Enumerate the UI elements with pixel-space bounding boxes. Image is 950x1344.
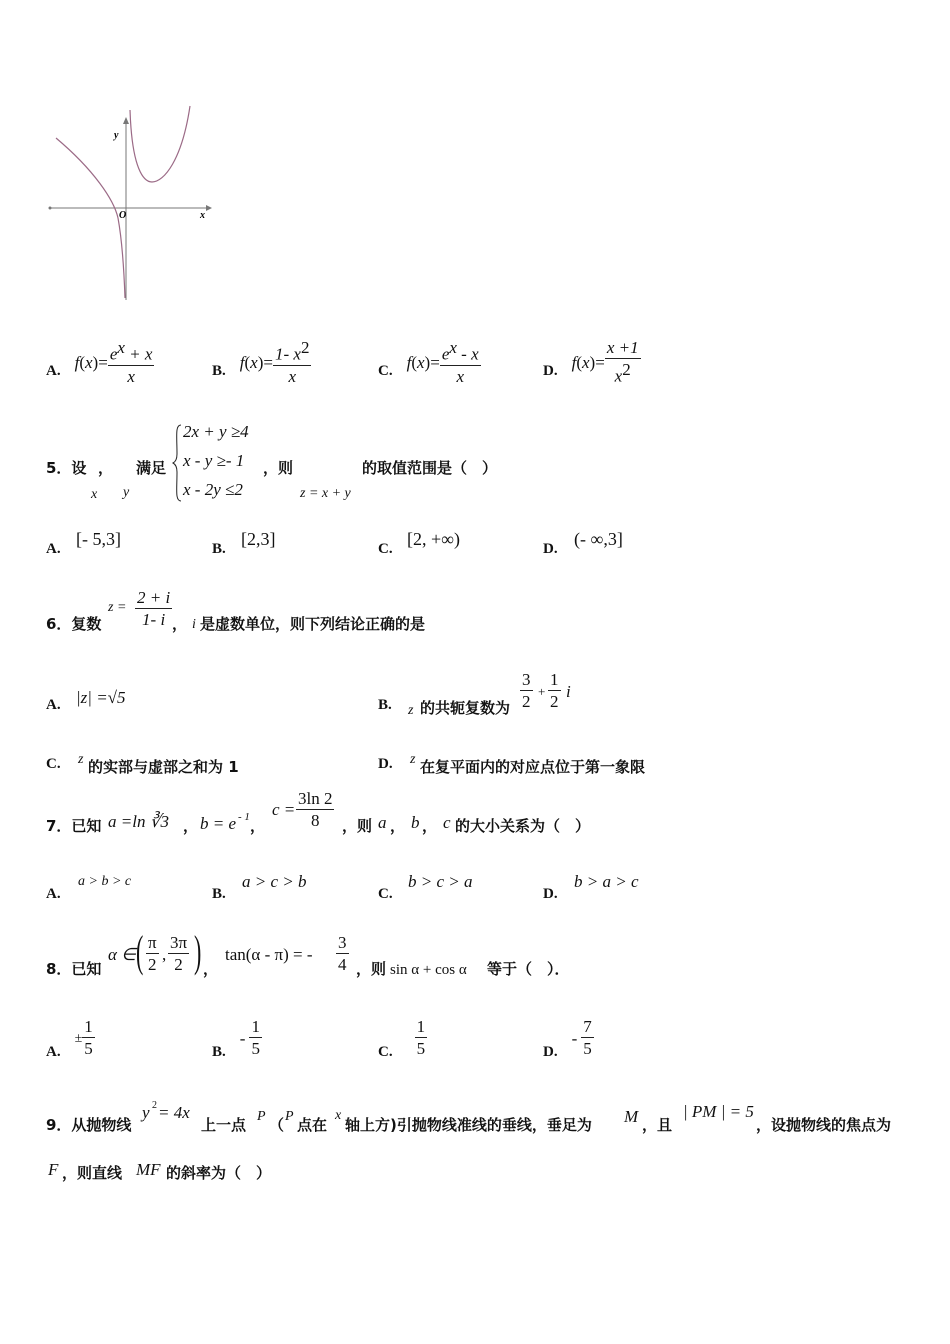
q8-interval-left — [146, 933, 159, 976]
q4-option-c[interactable]: C. f ( x ) = $\frac{e^x - x}{x}$ — [378, 338, 479, 386]
func-name: f — [239, 353, 245, 372]
q7-option-a-label[interactable]: A. — [46, 886, 61, 902]
q6-option-a-value[interactable]: |z| =√5 — [76, 688, 126, 707]
denominator: 5 — [251, 1039, 260, 1058]
constraint-3: x - 2y ≤2 — [183, 480, 243, 499]
q9-x: x — [335, 1108, 342, 1123]
numerator: 1 — [416, 1017, 426, 1036]
q9-text-8: 的斜率为（ ） — [166, 1164, 272, 1182]
q7-c-fraction — [296, 789, 334, 832]
q6-z: z = — [108, 600, 127, 615]
q6-option-b-i: i — [566, 682, 571, 701]
numerator: 3ln 2 — [298, 789, 333, 808]
numerator: 1 — [251, 1017, 260, 1036]
option-label: B. — [212, 1044, 226, 1060]
sign: - — [239, 1028, 246, 1048]
fraction — [249, 1017, 262, 1060]
func-arg: x — [417, 353, 425, 372]
numerator: 2 + i — [137, 588, 171, 607]
q6-option-b-text: 的共轭复数为 — [420, 699, 511, 717]
q5-z: z = x + y — [300, 486, 351, 501]
fraction — [440, 338, 481, 388]
q5-then: ，则 — [263, 459, 294, 477]
q7-comma-3: ， — [390, 817, 406, 835]
fraction — [108, 338, 155, 388]
q7-option-c-label[interactable]: C. — [378, 886, 393, 902]
denominator: 5 — [84, 1039, 93, 1058]
q9-P-1: P — [257, 1109, 266, 1124]
fraction — [82, 1017, 95, 1060]
q7-b-def: b = e — [200, 814, 237, 833]
q9-text-1: 上一点 — [201, 1116, 247, 1134]
q9-number: 9．从抛物线 — [46, 1116, 132, 1134]
q5-var-x: x — [91, 487, 98, 502]
q8-comma: ， — [203, 960, 219, 978]
q6-option-c-text: 的实部与虚部之和为 1 — [88, 758, 239, 776]
fraction — [581, 1017, 594, 1060]
sign: - — [571, 1028, 578, 1048]
q6-option-b-z: z — [408, 703, 414, 718]
numerator: e — [109, 344, 118, 364]
denominator: 4 — [338, 955, 347, 974]
numerator: 3 — [338, 933, 347, 952]
numerator: 7 — [583, 1017, 592, 1036]
q4-option-d[interactable]: D. f ( x ) = $\frac{x +1}{x^2}$ — [543, 338, 639, 386]
func-arg: x — [85, 353, 93, 372]
q9-text-2: （ — [269, 1116, 285, 1134]
numerator: 1 — [550, 670, 559, 689]
constraint-2: x - y ≥- 1 — [183, 451, 245, 470]
numerator: x +1 — [606, 338, 639, 358]
numerator-rest: + x — [124, 344, 153, 364]
q8-option-d[interactable] — [543, 1016, 594, 1061]
q9-eq-exp: 2 — [152, 1100, 157, 1111]
q8-tan: tan(α - π) = - — [225, 945, 313, 964]
q9-M: M — [624, 1107, 639, 1126]
q9-text-6: ，设抛物线的焦点为 — [756, 1116, 892, 1134]
function-graph — [44, 100, 214, 305]
q5-option-d-value[interactable]: (- ∞,3] — [574, 529, 623, 549]
exponent: 2 — [622, 360, 631, 380]
q7-option-b-label[interactable]: B. — [212, 886, 226, 902]
q5-option-a-label[interactable]: A. — [46, 541, 61, 557]
equals: = — [98, 353, 108, 372]
option-label: D. — [543, 1044, 558, 1060]
q9-text-3: 点在 — [297, 1116, 328, 1134]
denominator: x — [288, 366, 296, 386]
y-axis-arrow — [123, 117, 129, 124]
left-branch-curve — [56, 138, 125, 298]
denominator: 2 — [550, 692, 559, 711]
fraction — [605, 338, 641, 388]
q5-var-y: y — [123, 485, 130, 500]
denominator: 2 — [522, 692, 531, 711]
q6-option-b-frac1 — [520, 670, 533, 713]
q5-number: 5．设 — [46, 459, 87, 477]
denominator: 5 — [416, 1039, 426, 1058]
q8-option-c[interactable] — [378, 1016, 427, 1061]
q5-comma: ， — [98, 459, 114, 477]
q7-rest: 的大小关系为（ ） — [455, 817, 591, 835]
denominator: x — [614, 366, 623, 386]
q8-interval-open: ( — [136, 927, 144, 976]
x-axis-dot — [49, 207, 52, 210]
numerator: 1- x — [274, 344, 301, 364]
system-brace — [172, 424, 182, 502]
q8-tan-fraction — [336, 933, 349, 976]
q6-text: 是虚数单位，则下列结论正确的是 — [200, 615, 426, 633]
q7-comma-1: ， — [183, 817, 199, 835]
q9-pm: | PM | = 5 — [683, 1102, 754, 1121]
denominator: 2 — [146, 953, 159, 976]
q7-var-c: c — [443, 813, 451, 832]
q8-number: 8．已知 — [46, 960, 102, 978]
numerator: 3π — [170, 933, 188, 952]
q8-option-a[interactable] — [46, 1016, 95, 1061]
q6-fraction — [135, 588, 172, 631]
x-axis-label: x — [200, 210, 205, 221]
x-axis-arrow — [206, 205, 212, 211]
q6-option-c-z: z — [78, 752, 84, 767]
option-label: C. — [378, 1044, 393, 1060]
q8-rest: 等于（ ）． — [487, 960, 570, 978]
q7-var-a: a — [378, 813, 387, 832]
q5-option-a-value[interactable]: [- 5,3] — [76, 529, 121, 549]
q7-var-b: b — [411, 813, 420, 832]
q5-range: 的取值范围是（ ） — [362, 459, 498, 477]
numerator: π — [148, 933, 157, 952]
q8-interval-comma: , — [162, 945, 167, 964]
q7-option-d-label[interactable]: D. — [543, 886, 558, 902]
denominator: 5 — [583, 1039, 592, 1058]
denominator: 2 — [168, 953, 189, 976]
q6-option-b-label[interactable]: B. — [378, 697, 392, 713]
q6-option-d-z: z — [410, 752, 416, 767]
numerator-rest: - x — [456, 344, 479, 364]
q7-comma-4: ， — [422, 817, 438, 835]
q9-text-4: 轴上方)引抛物线准线的垂线，垂足为 — [345, 1116, 592, 1134]
denominator: x — [127, 366, 135, 386]
constraint-1: 2x + y ≥4 — [183, 422, 249, 441]
q4-option-a[interactable]: A. f ( x ) = $\frac{e^x + x}{x}$ — [46, 338, 153, 386]
equals: = — [263, 353, 273, 372]
func-arg: x — [582, 353, 590, 372]
q5-option-d-label[interactable]: D. — [543, 541, 558, 557]
q9-text-7: ，则直线 — [62, 1164, 123, 1182]
q5-option-c-label[interactable]: C. — [378, 541, 393, 557]
equals: = — [430, 353, 440, 372]
q7-number: 7．已知 — [46, 817, 102, 835]
option-label: A. — [46, 1044, 61, 1060]
q6-option-c-label[interactable]: C. — [46, 756, 61, 772]
q7-comma-2: ， — [250, 817, 266, 835]
exponent: x — [117, 338, 125, 358]
numerator: 1 — [84, 1017, 93, 1036]
q6-option-b-frac2 — [548, 670, 561, 713]
func-arg: x — [250, 353, 258, 372]
denominator: x — [456, 366, 464, 386]
q7-b-exp: - 1 — [238, 811, 250, 823]
denominator: 8 — [310, 811, 320, 830]
q8-then: ，则 — [356, 960, 387, 978]
q5-option-c-value[interactable]: [2, +∞) — [407, 529, 460, 549]
q8-option-b[interactable] — [212, 1016, 262, 1061]
q5-option-b-label[interactable]: B. — [212, 541, 226, 557]
q6-number: 6．复数 — [46, 615, 102, 633]
q8-expr: sin α + cos α — [390, 962, 467, 978]
q9-P-2: P — [285, 1109, 294, 1124]
q9-MF: MF — [136, 1160, 161, 1179]
option-label: A. — [46, 362, 61, 379]
func-name: f — [571, 353, 577, 372]
equals: = — [595, 353, 605, 372]
q5-satisfy: 满足 — [136, 459, 167, 477]
q9-eq-rest: = 4x — [158, 1103, 190, 1122]
func-name: f — [74, 353, 80, 372]
q7-option-b-value[interactable]: a > c > b — [242, 872, 307, 891]
q6-option-d-label[interactable]: D. — [378, 756, 393, 772]
y-axis-label: y — [114, 130, 119, 141]
q7-c-def: c = — [272, 800, 296, 819]
q8-alpha: α ∈ — [108, 945, 136, 964]
q7-then: ，则 — [342, 817, 373, 835]
q7-a-def: a =ln ∛3 — [108, 812, 170, 831]
denominator: 1- i — [142, 610, 166, 629]
option-label: B. — [212, 362, 226, 379]
q6-comma: ， — [172, 615, 188, 633]
func-name: f — [406, 353, 412, 372]
right-branch-curve — [130, 106, 190, 182]
q6-i: i — [192, 617, 196, 632]
q7-option-c-value[interactable]: b > c > a — [408, 872, 473, 891]
q9-eq-y: y — [142, 1103, 150, 1122]
numerator: e — [441, 344, 450, 364]
option-label: D. — [543, 362, 558, 379]
q8-interval-right — [168, 933, 189, 976]
numerator: 3 — [522, 670, 531, 689]
q6-option-d-text: 在复平面内的对应点位于第一象限 — [420, 758, 646, 776]
origin-label: O — [119, 210, 127, 221]
q6-option-b-plus: + — [538, 684, 546, 699]
q7-option-d-value[interactable]: b > a > c — [574, 872, 639, 891]
q9-text-5: ，且 — [642, 1116, 673, 1134]
sign: ± — [74, 1030, 83, 1046]
q7-option-a-value[interactable]: a > b > c — [78, 874, 132, 889]
q9-F: F — [48, 1160, 59, 1179]
q4-option-b[interactable]: B. f ( x ) = $\frac{1- x^2}{x}$ — [212, 338, 310, 386]
q5-option-b-value[interactable]: [2,3] — [241, 529, 276, 549]
q8-interval-close: ) — [194, 927, 202, 976]
exponent: 2 — [300, 338, 310, 358]
fraction — [415, 1017, 428, 1060]
option-label: C. — [378, 362, 393, 379]
exponent: x — [449, 338, 457, 358]
fraction — [273, 338, 311, 388]
q6-option-a-label[interactable]: A. — [46, 697, 61, 713]
